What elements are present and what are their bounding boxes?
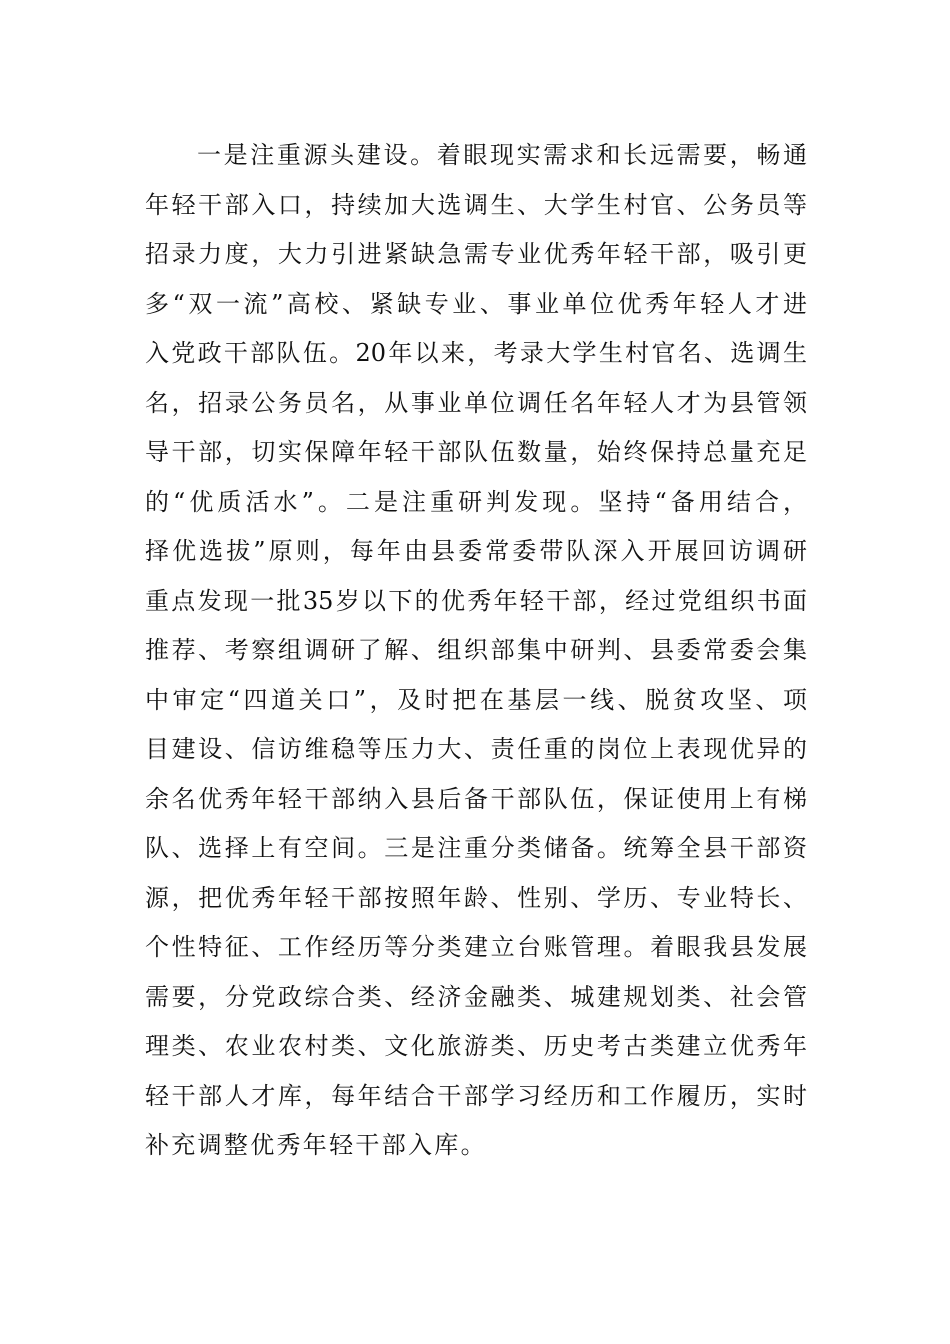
paragraph-line: 多“双一流”高校、紧缺专业、事业单位优秀年轻人才进 xyxy=(145,289,807,318)
paragraph-line: 个性特征、工作经历等分类建立台账管理。着眼我县发展 xyxy=(145,933,807,961)
paragraph-line: 中审定“四道关口”，及时把在基层一线、脱贫攻坚、项 xyxy=(145,685,807,714)
paragraph-line: 的“优质活水”。二是注重研判发现。坚持“备用结合， xyxy=(145,487,807,516)
paragraph-line: 入党政干部队伍。20年以来，考录大学生村官名、选调生 xyxy=(145,339,807,367)
paragraph-line: 推荐、考察组调研了解、组织部集中研判、县委常委会集 xyxy=(145,636,807,664)
paragraph-line: 理类、农业农村类、文化旅游类、历史考古类建立优秀年 xyxy=(145,1032,807,1060)
document-body xyxy=(145,133,807,1173)
paragraph-line: 择优选拔”原则，每年由县委常委带队深入开展回访调研 xyxy=(145,537,807,565)
paragraph-line: 源，把优秀年轻干部按照年龄、性别、学历、专业特长、 xyxy=(145,883,807,912)
paragraph-line: 一是注重源头建设。着眼现实需求和长远需要，畅通 xyxy=(197,141,807,169)
paragraph-line: 导干部，切实保障年轻干部队伍数量，始终保持总量充足 xyxy=(145,438,807,466)
paragraph-line: 目建设、信访维稳等压力大、责任重的岗位上表现优异的 xyxy=(145,735,807,763)
paragraph-line: 补充调整优秀年轻干部入库。 xyxy=(145,1131,487,1159)
paragraph-line: 名，招录公务员名，从事业单位调任名年轻人才为县管领 xyxy=(145,388,807,417)
paragraph-line: 需要，分党政综合类、经济金融类、城建规划类、社会管 xyxy=(145,982,807,1011)
paragraph-line: 轻干部人才库，每年结合干部学习经历和工作履历，实时 xyxy=(145,1081,807,1110)
paragraph-line: 重点发现一批35岁以下的优秀年轻干部，经过党组织书面 xyxy=(145,586,807,615)
paragraph-line: 队、选择上有空间。三是注重分类储备。统筹全县干部资 xyxy=(145,834,807,862)
paragraph-line: 年轻干部入口，持续加大选调生、大学生村官、公务员等 xyxy=(145,190,807,219)
paragraph-line: 余名优秀年轻干部纳入县后备干部队伍，保证使用上有梯 xyxy=(145,784,807,813)
paragraph-line: 招录力度，大力引进紧缺急需专业优秀年轻干部，吸引更 xyxy=(145,240,807,268)
